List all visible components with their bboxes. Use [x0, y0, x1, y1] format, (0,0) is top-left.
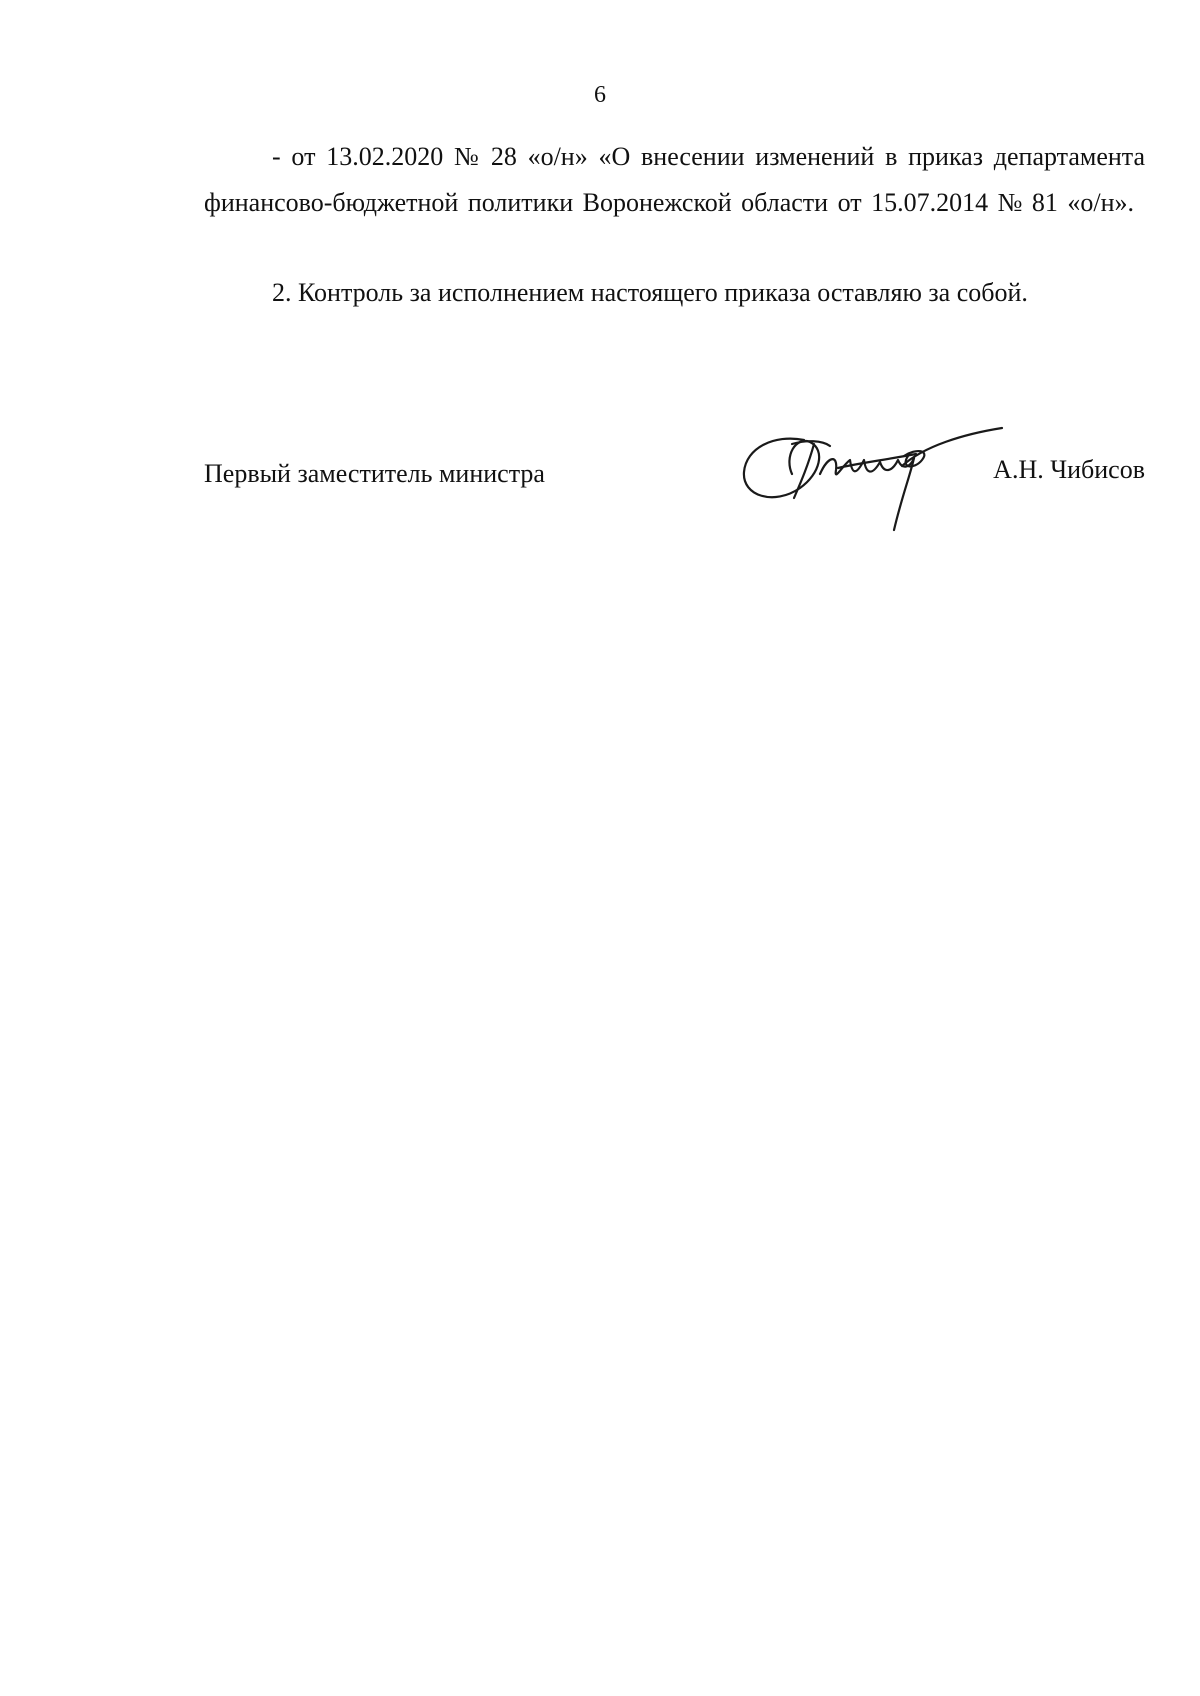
- signature-loop-stroke: [744, 439, 819, 498]
- signature-block: [204, 410, 1145, 530]
- signer-position-title: Первый заместитель министра: [204, 459, 545, 488]
- control-paragraph: 2. Контроль за исполнением настоящего приказа оставляю за собой.: [272, 278, 1028, 307]
- signature-tail-stroke: [902, 428, 1002, 466]
- handwritten-signature-icon: [734, 426, 1004, 536]
- signature-descender-stroke: [894, 458, 914, 530]
- signature-initial-stroke: [792, 441, 830, 498]
- amendment-list-item: - от 13.02.2020 № 28 «о/н» «О внесении изменений в приказ департамента финансово-бюджетной политики Воронежской области от 15.07.2014 № 81 «о/н».: [204, 142, 1145, 217]
- signature-body-stroke: [820, 458, 914, 474]
- signer-name: А.Н. Чибисов: [993, 455, 1145, 484]
- page-number: 6: [594, 82, 606, 108]
